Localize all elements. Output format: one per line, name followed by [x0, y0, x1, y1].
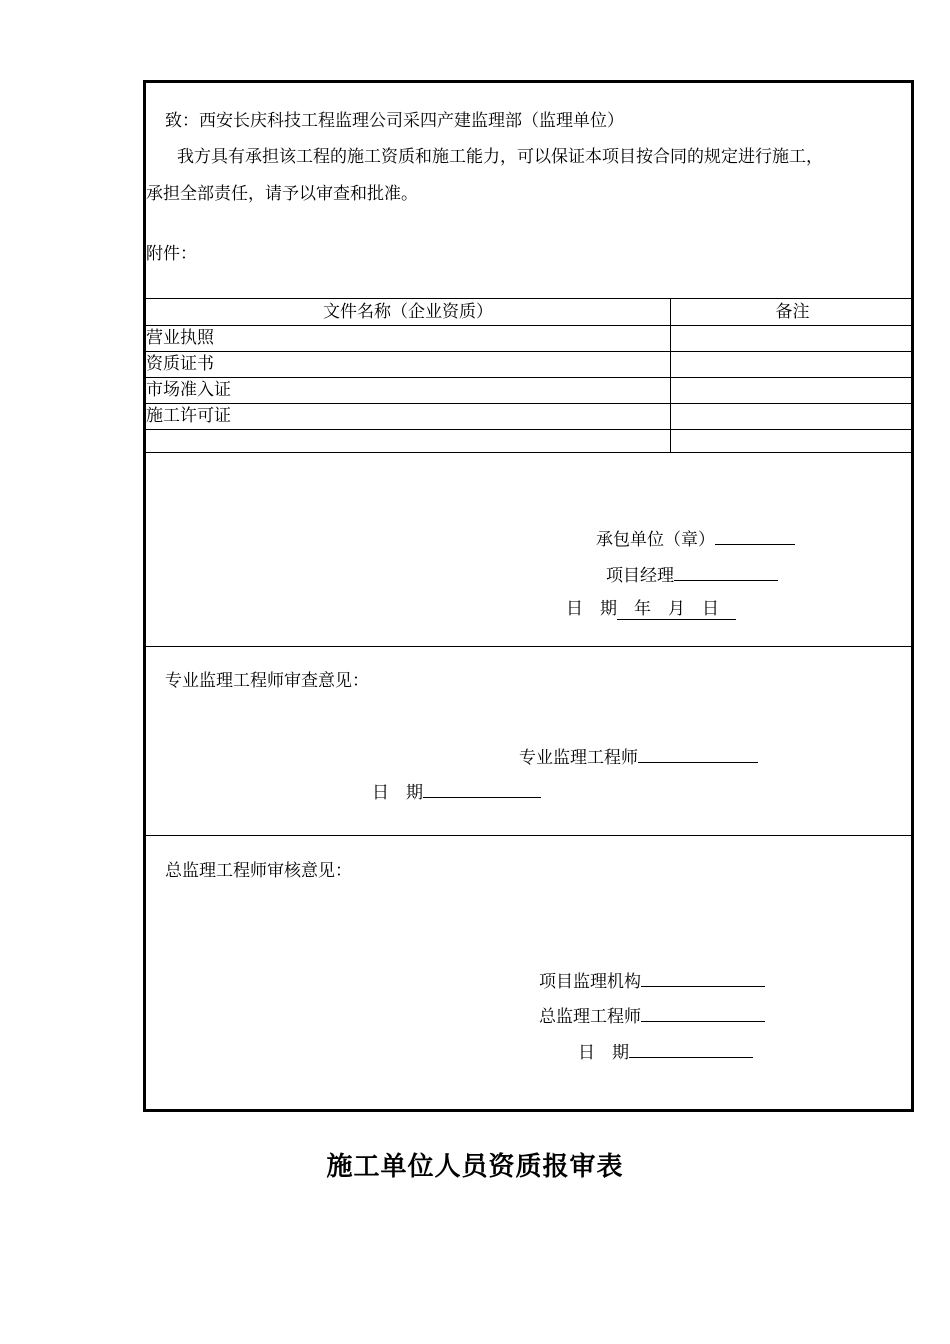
- form-frame: [143, 80, 914, 1112]
- contractor-unit-label: 承包单位（章）: [596, 530, 715, 550]
- contractor-date-field: [566, 599, 736, 619]
- chief-engineer-field: [539, 1005, 765, 1027]
- table-bottom-border: [146, 452, 911, 453]
- specialist-review-title: 专业监理工程师审查意见：: [165, 671, 369, 691]
- supervision-org-field: [539, 970, 765, 992]
- table-row-document: 资质证书: [146, 354, 214, 374]
- chief-review-title: 总监理工程师审核意见：: [165, 861, 352, 881]
- statement-line-2: 承担全部责任，请予以审查和批准。: [146, 184, 418, 204]
- table-row-divider: [146, 325, 911, 326]
- contractor-date-value[interactable]: 年 月 日: [617, 599, 736, 619]
- chief-engineer-label: 总监理工程师: [539, 1007, 641, 1027]
- table-header-filename: 文件名称（企业资质）: [323, 302, 493, 322]
- specialist-date-blank[interactable]: [423, 781, 541, 798]
- section-divider: [146, 835, 911, 836]
- project-manager-field: [606, 564, 778, 586]
- table-row-document: 营业执照: [146, 328, 214, 348]
- table-top-border: [146, 298, 911, 299]
- specialist-engineer-field: [519, 746, 758, 768]
- chief-date-field: [578, 1041, 753, 1063]
- chief-date-label: 日 期: [578, 1043, 629, 1063]
- addressee-line: 致：西安长庆科技工程监理公司采四产建监理部（监理单位）: [165, 111, 624, 131]
- contractor-unit-blank[interactable]: [715, 528, 795, 545]
- specialist-engineer-blank[interactable]: [638, 746, 758, 763]
- supervision-org-blank[interactable]: [641, 970, 765, 987]
- project-manager-label: 项目经理: [606, 566, 674, 586]
- chief-engineer-blank[interactable]: [641, 1005, 765, 1022]
- table-row-divider: [146, 351, 911, 352]
- contractor-unit-field: [596, 528, 795, 550]
- contractor-date-label: 日 期: [566, 599, 617, 619]
- table-header-remarks: 备注: [775, 302, 810, 322]
- specialist-date-label: 日 期: [372, 783, 423, 803]
- table-row-document: 施工许可证: [146, 406, 231, 426]
- statement-line-1: 我方具有承担该工程的施工资质和施工能力，可以保证本项目按合同的规定进行施工，: [177, 147, 823, 167]
- specialist-date-field: [372, 781, 541, 803]
- specialist-engineer-label: 专业监理工程师: [519, 748, 638, 768]
- table-row-divider: [146, 429, 911, 430]
- table-row-document: 市场准入证: [146, 380, 231, 400]
- page-title: 施工单位人员资质报审表: [326, 1152, 624, 1182]
- supervision-org-label: 项目监理机构: [539, 972, 641, 992]
- table-row-divider: [146, 403, 911, 404]
- table-row-divider: [146, 377, 911, 378]
- project-manager-blank[interactable]: [674, 564, 778, 581]
- attachment-label: 附件：: [146, 244, 197, 264]
- section-divider: [146, 646, 911, 647]
- chief-date-blank[interactable]: [629, 1041, 753, 1058]
